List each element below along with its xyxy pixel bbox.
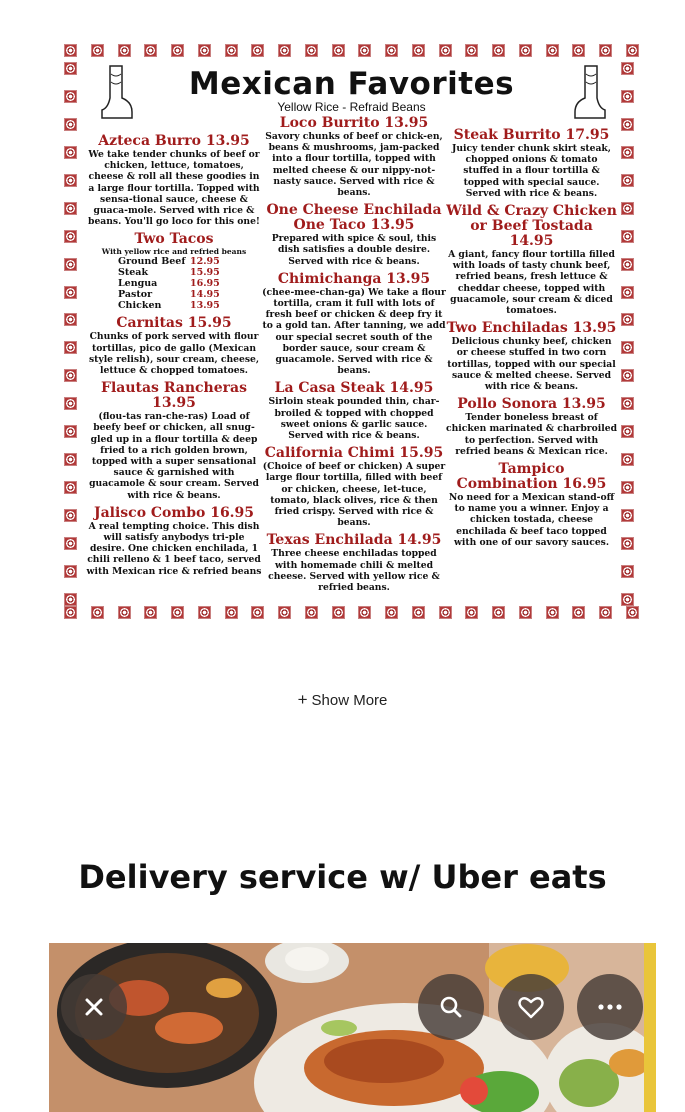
menu-item: [446, 462, 617, 548]
close-button[interactable]: [61, 974, 127, 1040]
item-name: Two Enchiladas 13.95: [446, 320, 617, 337]
item-name: Texas Enchilada 14.95: [266, 532, 442, 549]
menu-item: [262, 446, 446, 528]
border-tile: [144, 44, 157, 57]
border-tile: [626, 606, 639, 619]
border-tile: [621, 509, 634, 522]
border-tile: [492, 606, 505, 619]
border-tile: [64, 425, 77, 438]
border-tile: [64, 174, 77, 187]
border-tile: [599, 606, 612, 619]
item-name: Flautas Rancheras 13.95: [101, 380, 247, 412]
menu-image: [64, 44, 639, 624]
menu-border-left: [64, 62, 82, 606]
item-name: Loco Burrito 13.95: [279, 115, 429, 131]
menu-item: [262, 381, 446, 441]
border-tile: [519, 606, 532, 619]
border-tile: [358, 44, 371, 57]
menu-item: [446, 397, 617, 457]
border-tile: [91, 44, 104, 57]
item-name: Carnitas 15.95: [116, 315, 232, 332]
border-tile: [546, 44, 559, 57]
border-tile: [621, 537, 634, 550]
border-tile: [64, 44, 77, 57]
item-name: California Chimi 15.95: [264, 445, 444, 462]
border-tile: [64, 258, 77, 271]
item-description: A giant, fancy flour tortilla filled with loads of tasty chunk beef, refried beans, fresh lettuce & cheddar cheese, topped with guacamole, sour cream & diced tomatoes.: [448, 249, 615, 317]
menu-border-right: [621, 62, 639, 606]
border-tile: [64, 606, 77, 619]
item-name: Wild & Crazy Chicken or Beef Tostada 14.95: [446, 203, 617, 250]
border-tile: [621, 425, 634, 438]
price-row: Lengua 16.95: [118, 278, 220, 290]
border-tile: [385, 606, 398, 619]
border-tile: [64, 537, 77, 550]
border-tile: [64, 397, 77, 410]
item-name: Steak Burrito 17.95: [453, 127, 610, 143]
search-button[interactable]: [418, 974, 484, 1040]
menu-item: [262, 272, 446, 377]
border-tile: [64, 62, 77, 75]
menu-item: [446, 128, 617, 199]
item-name: Pollo Sonora 13.95: [457, 396, 606, 413]
border-tile: [64, 313, 77, 326]
border-tile: [599, 44, 612, 57]
border-tile: [118, 606, 131, 619]
item-description: With yellow rice and refried beans: [101, 247, 247, 257]
item-description: Juicy tender chunk skirt steak, chopped onions & tomato stuffed in a flour tortilla & topped with special sauce. Served with rice & beans.: [451, 143, 611, 199]
border-tile: [64, 369, 77, 382]
menu-border-top: [64, 44, 639, 62]
border-tile: [64, 146, 77, 159]
border-tile: [64, 202, 77, 215]
menu-border-bottom: [64, 606, 639, 624]
more-button[interactable]: [577, 974, 643, 1040]
heart-icon: [518, 995, 544, 1019]
plus-icon: +: [297, 690, 308, 709]
border-tile: [621, 286, 634, 299]
border-tile: [621, 593, 634, 606]
item-description: (Choice of beef or chicken) A super large flour tortilla, filled with beef or chicken, cheese, let-tuce, tomato, black olives, rice & then fried crispy. Served with rice & beans.: [262, 461, 446, 529]
item-description: Tender boneless breast of chicken marinated & charbroiled to perfection. Served with refried beans & Mexican rice.: [446, 412, 618, 457]
item-description: A real tempting choice. This dish will satisfy anybodys tri-ple desire. One chicken enchilada, 1 chili relleno & 1 beef taco, served with Mexican rice & refried beans: [86, 520, 262, 577]
item-description: Three cheese enchiladas topped with homemade chili & melted cheese. Served with yellow rice & refried beans.: [268, 548, 440, 594]
menu-title: Mexican Favorites: [188, 66, 515, 102]
border-tile: [251, 44, 264, 57]
border-tile: [198, 44, 211, 57]
border-tile: [465, 44, 478, 57]
menu-subtitle: Yellow Rice - Refraid Beans: [277, 100, 426, 114]
border-tile: [64, 118, 77, 131]
border-tile: [225, 44, 238, 57]
border-tile: [171, 606, 184, 619]
border-tile: [171, 44, 184, 57]
menu-item: [446, 204, 617, 316]
border-tile: [621, 397, 634, 410]
item-description: Savory chunks of beef or chick-en, beans & mushrooms, jam-packed into a flour tortilla, topped with melted cheese & our nippy-not-nasty sauce. Served with rice & beans.: [265, 131, 443, 199]
item-name: Tampico Combination 16.95: [456, 461, 607, 493]
border-tile: [251, 606, 264, 619]
price-row: Chicken 13.95: [118, 300, 220, 312]
show-more-button[interactable]: [0, 690, 685, 710]
food-photo: [49, 943, 656, 1112]
item-description: No need for a Mexican stand-off to name you a winner. Enjoy a chicken tostada, cheese enchilada & beef taco topped with one of our savory sauces.: [448, 492, 615, 548]
item-description: Chunks of pork served with flour tortillas, pico de gallo (Mexican style relish), sour cream, cheese, lettuce & chopped tomatoes.: [88, 331, 260, 377]
border-tile: [64, 481, 77, 494]
item-name: Jalisco Combo 16.95: [93, 504, 255, 521]
menu-item: [86, 381, 262, 501]
border-tile: [621, 118, 634, 131]
more-icon: [597, 1003, 623, 1011]
item-name: Chimichanga 13.95: [277, 270, 431, 287]
border-tile: [621, 258, 634, 271]
border-tile: [621, 565, 634, 578]
border-tile: [439, 44, 452, 57]
menu-item: [86, 134, 262, 227]
menu-column-center: [262, 116, 446, 598]
menu-item: [262, 533, 446, 593]
menu-item: [262, 203, 446, 267]
border-tile: [64, 453, 77, 466]
menu-item: [86, 316, 262, 376]
border-tile: [198, 606, 211, 619]
border-tile: [621, 90, 634, 103]
border-tile: [621, 453, 634, 466]
border-tile: [64, 230, 77, 243]
border-tile: [64, 286, 77, 299]
border-tile: [91, 606, 104, 619]
search-icon: [439, 995, 463, 1019]
item-name: Azteca Burro 13.95: [98, 133, 250, 149]
menu-item: [446, 321, 617, 392]
border-tile: [144, 606, 157, 619]
border-tile: [64, 90, 77, 103]
food-photo-art: [49, 943, 656, 1112]
border-tile: [305, 606, 318, 619]
border-tile: [64, 341, 77, 354]
border-tile: [465, 606, 478, 619]
border-tile: [621, 146, 634, 159]
menu-item: [86, 232, 262, 311]
border-tile: [225, 606, 238, 619]
show-more-label: Show More: [311, 692, 388, 709]
item-name: One Cheese Enchilada One Taco 13.95: [266, 202, 442, 234]
border-tile: [621, 369, 634, 382]
border-tile: [621, 230, 634, 243]
border-tile: [305, 44, 318, 57]
border-tile: [626, 44, 639, 57]
border-tile: [385, 44, 398, 57]
border-tile: [64, 593, 77, 606]
border-tile: [546, 606, 559, 619]
border-tile: [64, 509, 77, 522]
border-tile: [621, 202, 634, 215]
border-tile: [278, 606, 291, 619]
border-tile: [118, 44, 131, 57]
border-tile: [412, 606, 425, 619]
border-tile: [621, 62, 634, 75]
item-description: Prepared with spice & soul, this dish satisfies a double desire. Served with rice & beans.: [271, 233, 437, 267]
border-tile: [358, 606, 371, 619]
border-tile: [332, 606, 345, 619]
item-description: (chee-mee-chan-ga) We take a flour tortilla, cram it full with lots of fresh beef or chicken & deep fry it to a gold tan. After tanning, we add our special secret south of the border sauce, sour cream & guacamole. Served with rice & beans.: [262, 286, 446, 377]
border-tile: [572, 606, 585, 619]
item-description: Delicious chunky beef, chicken or cheese stuffed in two corn tortillas, topped with our special sauce & melted cheese. Served with rice & beans.: [447, 336, 616, 393]
menu-column-left: [86, 134, 262, 582]
price-row: Steak 15.95: [118, 267, 220, 279]
menu-item: [262, 116, 446, 198]
section-heading: Delivery service w/ Uber eats: [78, 858, 607, 896]
menu-item: [86, 506, 262, 577]
border-tile: [492, 44, 505, 57]
border-tile: [519, 44, 532, 57]
favorite-button[interactable]: [498, 974, 564, 1040]
item-name: La Casa Steak 14.95: [274, 380, 434, 397]
item-description: Sirloin steak pounded thin, char-broiled & topped with chopped sweet onions & garlic sauce. Served with rice & beans.: [268, 396, 440, 442]
border-tile: [64, 565, 77, 578]
price-row: Pastor 14.95: [118, 289, 220, 301]
border-tile: [621, 174, 634, 187]
item-name: Two Tacos: [134, 231, 214, 248]
border-tile: [278, 44, 291, 57]
border-tile: [621, 481, 634, 494]
item-description: (flou-tas ran-che-ras) Load of beefy beef or chicken, all snug-gled up in a flour tortilla & deep fried to a rich golden brown, topped with a super sensational sauce & garnished with guacamole & sour cream. Served with rice & beans.: [89, 411, 259, 501]
item-description: We take tender chunks of beef or chicken, lettuce, tomatoes, cheese & roll all these goodies in a large flour tortilla. Topped with sensa-tional sauce, cheese & guaca-mole. Served with rice & beans. You'll go loco for this one!: [88, 149, 260, 228]
border-tile: [621, 341, 634, 354]
border-tile: [439, 606, 452, 619]
border-tile: [621, 313, 634, 326]
border-tile: [412, 44, 425, 57]
close-icon: [82, 995, 106, 1019]
border-tile: [572, 44, 585, 57]
price-row: Ground Beef 12.95: [118, 256, 220, 268]
menu-column-right: [446, 128, 617, 553]
border-tile: [332, 44, 345, 57]
